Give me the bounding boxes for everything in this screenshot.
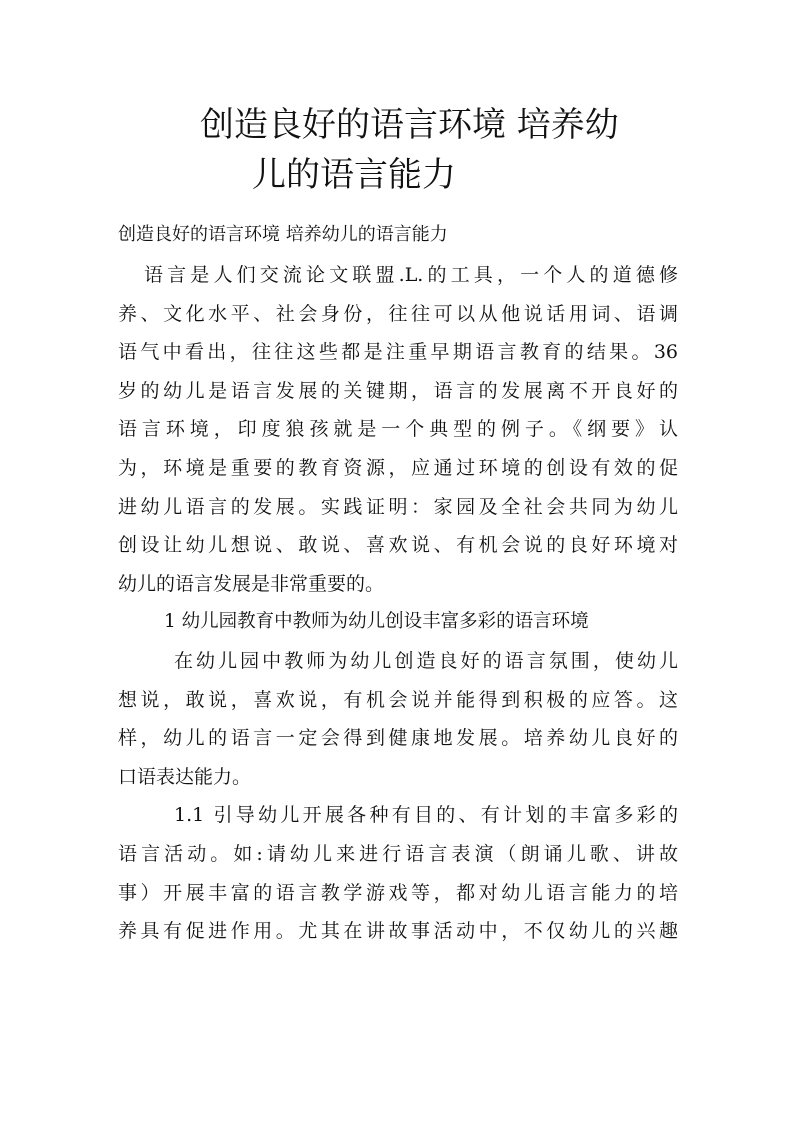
text-line: 进幼儿语言的发展。实践证明：家园及全社会共同为幼儿 xyxy=(118,495,678,518)
document-title xyxy=(200,100,690,200)
text-line: 语言环境，印度狼孩就是一个典型的例子。《纲要》认 xyxy=(118,418,678,441)
text-line: 养具有促进作用。尤其在讲故事活动中，不仅幼儿的兴趣 xyxy=(118,920,678,943)
text-line: 语言是人们交流论文联盟.L.的工具，一个人的道德修 xyxy=(144,264,678,286)
text-line: 语言活动。如:请幼儿来进行语言表演（朗诵儿歌、讲故 xyxy=(118,842,678,865)
text-line: 创设让幼儿想说、敢说、喜欢说、有机会说的良好环境对 xyxy=(118,534,678,557)
text-line: 养、文化水平、社会身份，往往可以从他说话用词、语调 xyxy=(118,302,678,325)
title-line-1: 创造良好的语言环境 培养幼 xyxy=(200,105,619,145)
text-line: 岁的幼儿是语言发展的关键期，语言的发展离不开良好的 xyxy=(118,379,678,402)
text-line: 幼儿的语言发展是非常重要的。 xyxy=(118,572,385,595)
document-subtitle: 创造良好的语言环境 培养幼儿的语言能力 xyxy=(118,224,448,245)
text-line: 为，环境是重要的教育资源，应通过环境的创设有效的促 xyxy=(118,456,678,479)
text-line: 样，幼儿的语言一定会得到健康地发展。培养幼儿良好的 xyxy=(118,727,678,750)
subsection-line: 1.1 引导幼儿开展各种有目的、有计划的丰富多彩的 xyxy=(174,804,678,827)
text-line: 事）开展丰富的语言教学游戏等，都对幼儿语言能力的培 xyxy=(118,881,678,904)
document-body xyxy=(118,256,678,951)
section-heading: 1 幼儿园教育中教师为幼儿创设丰富多彩的语言环境 xyxy=(164,611,589,633)
text-line: 在幼儿园中教师为幼儿创造良好的语言氛围，使幼儿 xyxy=(174,649,678,672)
text-line: 想说，敢说，喜欢说，有机会说并能得到积极的应答。这 xyxy=(118,688,678,711)
title-line-2: 儿的语言能力 xyxy=(252,155,456,195)
text-line: 语气中看出，往往这些都是注重早期语言教育的结果。36 xyxy=(118,341,678,364)
text-line: 口语表达能力。 xyxy=(118,765,252,788)
